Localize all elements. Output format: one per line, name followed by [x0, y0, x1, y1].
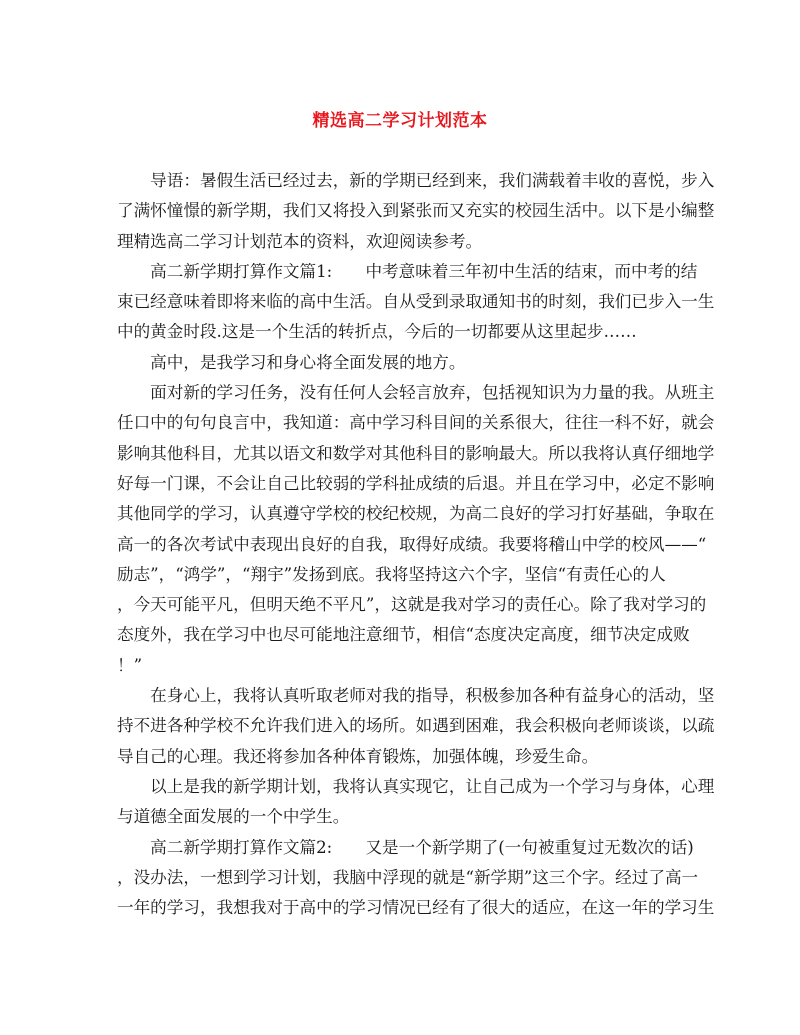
text-line: 高二新学期打算作文篇2: 又是一个新学期了(一句被重复过无数次的话): [117, 837, 694, 857]
text-line: 以上是我的新学期计划，我将认真实现它，让自己成为一个学习与身体，心理: [117, 776, 715, 796]
document-title: 精选高二学习计划范本: [312, 111, 488, 131]
text-line: 中的黄金时段.这是一个生活的转折点，今后的一切都要从这里起步……: [117, 322, 637, 342]
text-line: 导语：暑假生活已经过去，新的学期已经到来，我们满载着丰收的喜悦，步入: [117, 171, 715, 190]
text-line: 好每一门课，不会让自己比较弱的学科扯成绩的后退。并且在学习中，必定不影响: [117, 473, 715, 493]
text-line: 态度外，我在学习中也尽可能地注意细节，相信“态度决定高度，细节决定成败: [117, 625, 690, 645]
text-line: 导自己的心理。我还将参加各种体育锻炼，加强体魄，珍爱生命。: [117, 746, 599, 766]
text-line: 面对新的学习任务，没有任何人会轻言放弃，包括视知识为力量的我。从班主: [117, 383, 715, 403]
text-line: 了满怀憧憬的新学期，我们又将投入到紧张而又充实的校园生活中。以下是小编整: [117, 201, 715, 221]
text-line: 一年的学习，我想我对于高中的学习情况已经有了很大的适应，在这一年的学习生: [117, 898, 715, 918]
text-line: 束已经意味着即将来临的高中生活。自从受到录取通知书的时刻，我们已步入一生: [117, 292, 715, 312]
text-line: 与道德全面发展的一个中学生。: [117, 807, 350, 827]
text-line: 在身心上，我将认真听取老师对我的指导，积极参加各种有益身心的活动，坚: [117, 686, 715, 706]
text-line: 影响其他科目，尤其以语文和数学对其他科目的影响最大。所以我将认真仔细地学: [117, 443, 715, 463]
text-line: 其他同学的学习，认真遵守学校的校纪校规，为高二良好的学习打好基础，争取在: [117, 504, 715, 524]
text-line: 理精选高二学习计划范本的资料，欢迎阅读参考。: [117, 231, 483, 251]
text-line: 高一的各次考试中表现出良好的自我，取得好成绩。我要将稽山中学的校风——“: [117, 534, 707, 554]
text-line: ！”: [117, 655, 143, 675]
text-line: 持不进各种学校不允许我们进入的场所。如遇到困难，我会积极向老师谈谈，以疏: [117, 716, 715, 736]
document-body: [117, 166, 715, 923]
text-line: 任口中的句句良言中，我知道：高中学习科目间的关系很大，往往一科不好，就会: [117, 413, 715, 433]
text-line: 高中，是我学习和身心将全面发展的地方。: [117, 352, 466, 372]
text-line: ，没办法，一想到学习计划，我脑中浮现的就是“新学期”这三个字。经过了高一: [117, 867, 699, 887]
text-line: 励志”，“鸿学”，“翔宇”发扬到底。我将坚持这六个字，坚信“有责任心的人: [117, 564, 666, 584]
text-line: 高二新学期打算作文篇1: 中考意味着三年初中生活的结束，而中考的结: [117, 261, 698, 281]
text-line: ，今天可能平凡，但明天绝不平凡”，这就是我对学习的责任心。除了我对学习的: [117, 595, 707, 615]
